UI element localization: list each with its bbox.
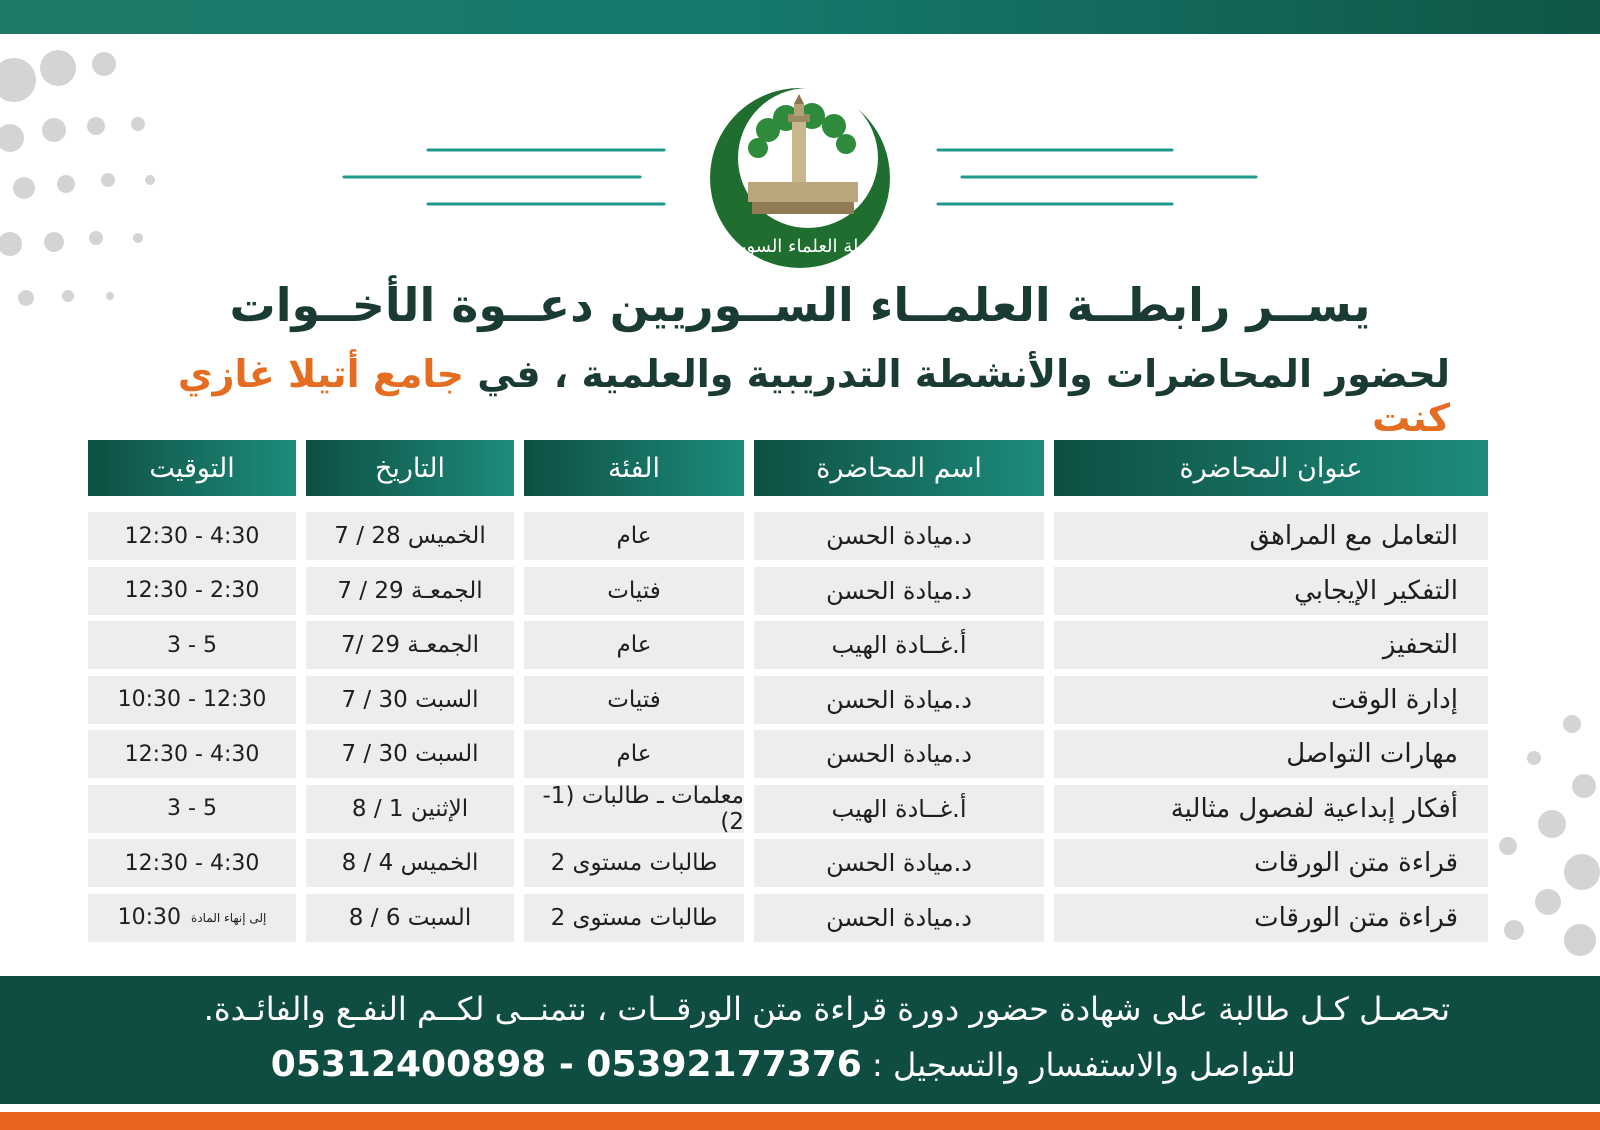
cell-lecturer: د.ميادة الحسن: [754, 839, 1044, 887]
header-time: التوقيت: [88, 440, 296, 496]
venue-name: جامع أتيلا غازي كنت: [177, 352, 1450, 440]
cell-category: عام: [524, 512, 744, 560]
header-title: عنوان المحاضرة: [1054, 440, 1488, 496]
time-value: 3 - 5: [167, 632, 217, 658]
cell-date: الإثنين 1 / 8: [306, 785, 514, 833]
cell-time: [88, 567, 296, 615]
cell-title: قراءة متن الورقات: [1054, 894, 1488, 942]
cell-title: التعامل مع المراهق: [1054, 512, 1488, 560]
cell-time: [88, 894, 296, 942]
cell-time: [88, 839, 296, 887]
cell-date: السبت 6 / 8: [306, 894, 514, 942]
certificate-note: تحصـل كـل طالبة على شهادة حضور دورة قراءة متن الورقــات ، نتمنــى لكــم النفـع والفائـدة.: [203, 990, 1450, 1028]
header-category: الفئة: [524, 440, 744, 496]
cell-category: عام: [524, 730, 744, 778]
cell-category: معلمات ـ طالبات (1-2): [524, 785, 744, 833]
time-value: 10:30 - 12:30: [117, 687, 267, 712]
cell-lecturer: د.ميادة الحسن: [754, 730, 1044, 778]
cell-category: عام: [524, 621, 744, 669]
cell-category: طالبات مستوى 2: [524, 839, 744, 887]
cell-time: [88, 621, 296, 669]
time-value: 10:30: [117, 905, 182, 930]
bottom-orange-bar: [0, 1112, 1600, 1130]
cell-lecturer: د.ميادة الحسن: [754, 567, 1044, 615]
contact-line: [0, 1044, 1296, 1085]
cell-lecturer: د.ميادة الحسن: [754, 676, 1044, 724]
phone-numbers: 05312400898 - 05392177376: [270, 1044, 862, 1085]
header-lecturer: اسم المحاضرة: [754, 440, 1044, 496]
footer-band: [0, 976, 1600, 1104]
time-value: 3 - 5: [167, 796, 217, 821]
time-note: إلى إنهاء المادة: [191, 910, 267, 925]
cell-title: التفكير الإيجابي: [1054, 567, 1488, 615]
cell-lecturer: د.ميادة الحسن: [754, 894, 1044, 942]
cell-category: فتيات: [524, 676, 744, 724]
cell-lecturer: د.ميادة الحسن: [754, 512, 1044, 560]
cell-category: طالبات مستوى 2: [524, 894, 744, 942]
cell-date: الجمعـة 29 /7: [306, 621, 514, 669]
cell-title: التحفيز: [1054, 621, 1488, 669]
header-date: التاريخ: [306, 440, 514, 496]
cell-category: فتيات: [524, 567, 744, 615]
logo-caption: رابطة العلماء السوريين: [713, 236, 887, 257]
cell-time: [88, 676, 296, 724]
time-value: 12:30 - 4:30: [124, 523, 260, 549]
cell-title: إدارة الوقت: [1054, 676, 1488, 724]
cell-title: أفكار إبداعية لفصول مثالية: [1054, 785, 1488, 833]
cell-date: الخميس 4 / 8: [306, 839, 514, 887]
cell-lecturer: أ.غــادة الهيب: [754, 621, 1044, 669]
cell-title: قراءة متن الورقات: [1054, 839, 1488, 887]
cell-date: الجمعـة 29 / 7: [306, 567, 514, 615]
time-value: 12:30 - 4:30: [124, 741, 260, 767]
subheadline-text: لحضور المحاضرات والأنشطة التدريبية والعلمية ، في: [477, 352, 1450, 396]
cell-lecturer: أ.غــادة الهيب: [754, 785, 1044, 833]
cell-time: [88, 730, 296, 778]
cell-date: السبت 30 / 7: [306, 730, 514, 778]
cell-title: مهارات التواصل: [1054, 730, 1488, 778]
time-value: 12:30 - 2:30: [124, 578, 260, 603]
time-value: 12:30 - 4:30: [124, 850, 260, 876]
cell-date: الخميس 28 / 7: [306, 512, 514, 560]
contact-label: للتواصل والاستفسار والتسجيل :: [872, 1046, 1296, 1084]
cell-date: السبت 30 / 7: [306, 676, 514, 724]
cell-time: [88, 512, 296, 560]
cell-time: [88, 785, 296, 833]
headline: يســر رابطــة العلمــاء الســوريين دعــوة الأخــوات: [229, 278, 1371, 332]
